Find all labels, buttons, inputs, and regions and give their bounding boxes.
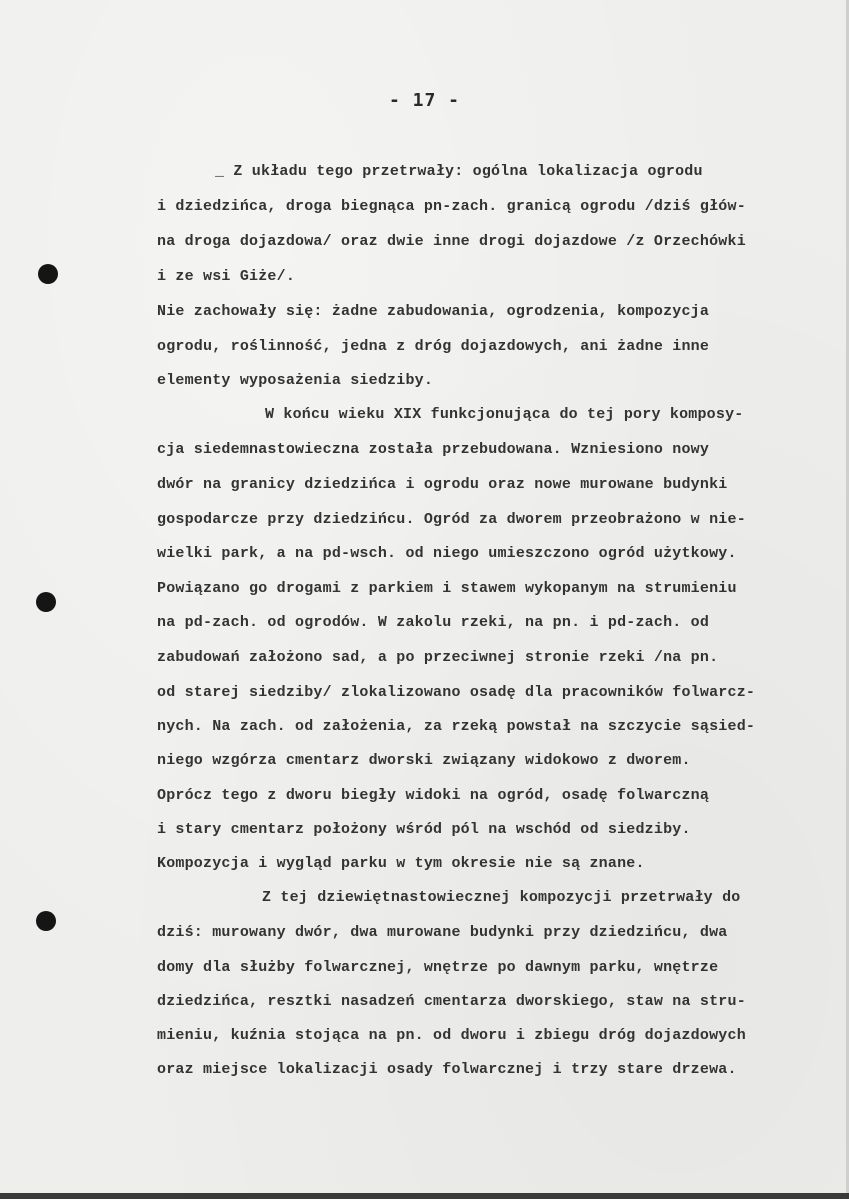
- text-line: i ze wsi Giże/.: [157, 268, 296, 285]
- page-number: - 17 -: [388, 90, 461, 111]
- text-line: ogrodu, roślinność, jedna z dróg dojazdowych, ani żadne inne: [157, 338, 710, 355]
- text-line: gospodarcze przy dziedzińcu. Ogród za dworem przeobrażono w nie-: [157, 511, 746, 528]
- text-line: domy dla służby folwarcznej, wnętrze po dawnym parku, wnętrze: [157, 959, 719, 976]
- text-line: _ Z układu tego przetrwały: ogólna lokalizacja ogrodu: [215, 163, 703, 180]
- text-line: od starej siedziby/ zlokalizowano osadę dla pracowników folwarcz-: [157, 684, 756, 701]
- text-line: dwór na granicy dziedzińca i ogrodu oraz nowe murowane budynki: [157, 476, 728, 493]
- page-bottom-edge: [0, 1193, 849, 1199]
- text-line: dziedzińca, resztki nasadzeń cmentarza dworskiego, staw na stru-: [157, 993, 746, 1010]
- text-line: elementy wyposażenia siedziby.: [157, 372, 434, 389]
- text-line: na pd-zach. od ogrodów. W zakolu rzeki, na pn. i pd-zach. od: [157, 614, 710, 631]
- binder-hole-top: [38, 264, 58, 284]
- text-line: nych. Na zach. od założenia, za rzeką powstał na szczycie sąsied-: [157, 718, 756, 735]
- text-line: i dziedzińca, droga biegnąca pn-zach. granicą ogrodu /dziś głów-: [157, 198, 746, 215]
- binder-hole-bottom: [36, 911, 56, 931]
- text-line: W końcu wieku XIX funkcjonująca do tej pory komposy-: [265, 406, 744, 423]
- text-line: Kompozycja i wygląd parku w tym okresie nie są znane.: [157, 855, 645, 872]
- text-line: cja siedemnastowieczna została przebudowana. Wzniesiono nowy: [157, 441, 710, 458]
- text-line: niego wzgórza cmentarz dworski związany widokowo z dworem.: [157, 752, 691, 769]
- text-line: dziś: murowany dwór, dwa murowane budynki przy dziedzińcu, dwa: [157, 924, 728, 941]
- text-line: na droga dojazdowa/ oraz dwie inne drogi dojazdowe /z Orzechówki: [157, 233, 746, 250]
- text-line: Powiązano go drogami z parkiem i stawem wykopanym na strumieniu: [157, 580, 737, 597]
- text-line: zabudowań założono sad, a po przeciwnej stronie rzeki /na pn.: [157, 649, 719, 666]
- text-line: i stary cmentarz położony wśród pól na wschód od siedziby.: [157, 821, 691, 838]
- text-line: Oprócz tego z dworu biegły widoki na ogród, osadę folwarczną: [157, 787, 710, 804]
- text-line: wielki park, a na pd-wsch. od niego umieszczono ogród użytkowy.: [157, 545, 737, 562]
- text-line: mieniu, kuźnia stojąca na pn. od dworu i zbiegu dróg dojazdowych: [157, 1027, 746, 1044]
- text-line: Z tej dziewiętnastowiecznej kompozycji przetrwały do: [262, 889, 741, 906]
- text-line: Nie zachowały się: żadne zabudowania, ogrodzenia, kompozycja: [157, 303, 710, 320]
- binder-hole-middle: [36, 592, 56, 612]
- text-line: oraz miejsce lokalizacji osady folwarcznej i trzy stare drzewa.: [157, 1061, 737, 1078]
